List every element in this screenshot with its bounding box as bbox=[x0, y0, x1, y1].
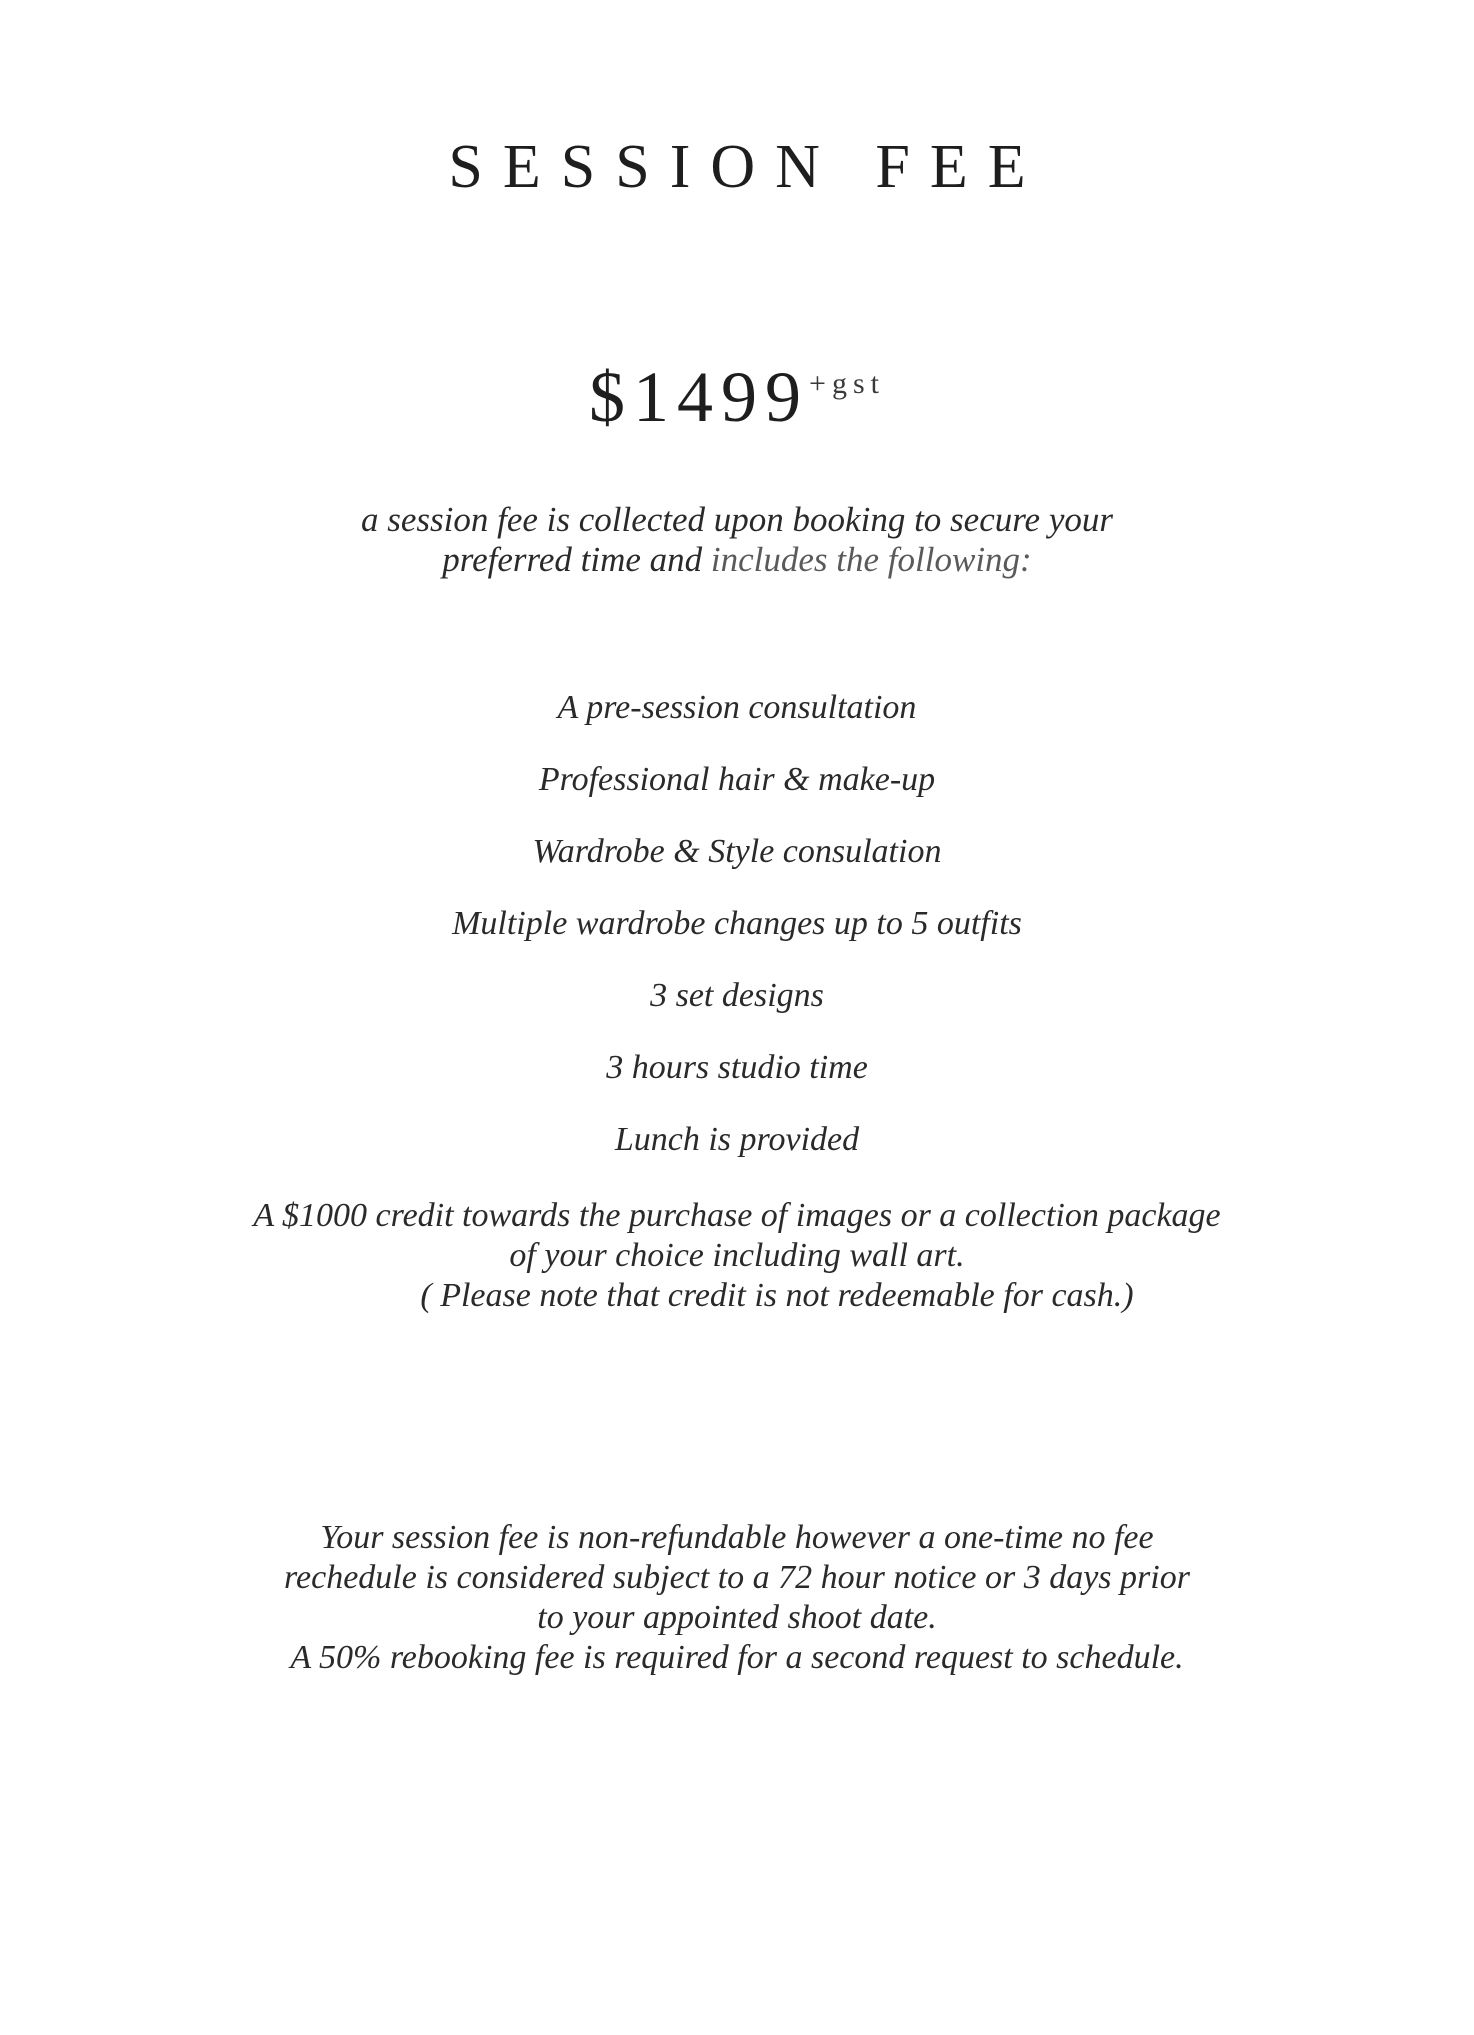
intro-line-2-end: includes the following: bbox=[710, 540, 1032, 579]
policy-line-3: to your appointed shoot date. bbox=[537, 1599, 937, 1636]
list-item: Wardrobe & Style consulation bbox=[532, 833, 942, 870]
credit-line-1: A $1000 credit towards the purchase of images or a collection package bbox=[253, 1197, 1221, 1234]
policy-line-4: A 50% rebooking fee is required for a second request to schedule. bbox=[290, 1639, 1184, 1676]
intro-line-2-start: preferred time and bbox=[442, 540, 703, 579]
price-amount: $1499 bbox=[589, 357, 810, 437]
intro-text bbox=[0, 500, 1474, 580]
intro-line-2 bbox=[0, 540, 1474, 580]
list-item: A pre-session consultation bbox=[557, 689, 917, 726]
list-item: Lunch is provided bbox=[614, 1121, 860, 1158]
policy-line-2: rechedule is considered subject to a 72 hour notice or 3 days prior bbox=[284, 1559, 1190, 1596]
list-item: 3 hours studio time bbox=[606, 1049, 868, 1086]
policy-text bbox=[0, 1518, 1474, 1678]
list-item: Professional hair & make-up bbox=[538, 761, 936, 798]
policy-line-1: Your session fee is non-refundable however a one-time no fee bbox=[320, 1519, 1154, 1556]
price-tax: +gst bbox=[809, 367, 885, 400]
list-item: 3 set designs bbox=[650, 977, 824, 1014]
features-list bbox=[0, 688, 1474, 1192]
credit-line-2: of your choice including wall art. bbox=[509, 1237, 965, 1274]
credit-text bbox=[0, 1196, 1474, 1316]
credit-note: ( Please note that credit is not redeemable for cash.) bbox=[420, 1277, 1134, 1314]
intro-line-1: a session fee is collected upon booking to secure your bbox=[360, 500, 1113, 539]
price bbox=[0, 356, 1474, 439]
list-item: Multiple wardrobe changes up to 5 outfits bbox=[452, 905, 1022, 942]
page-title: SESSION FEE bbox=[448, 133, 1046, 201]
